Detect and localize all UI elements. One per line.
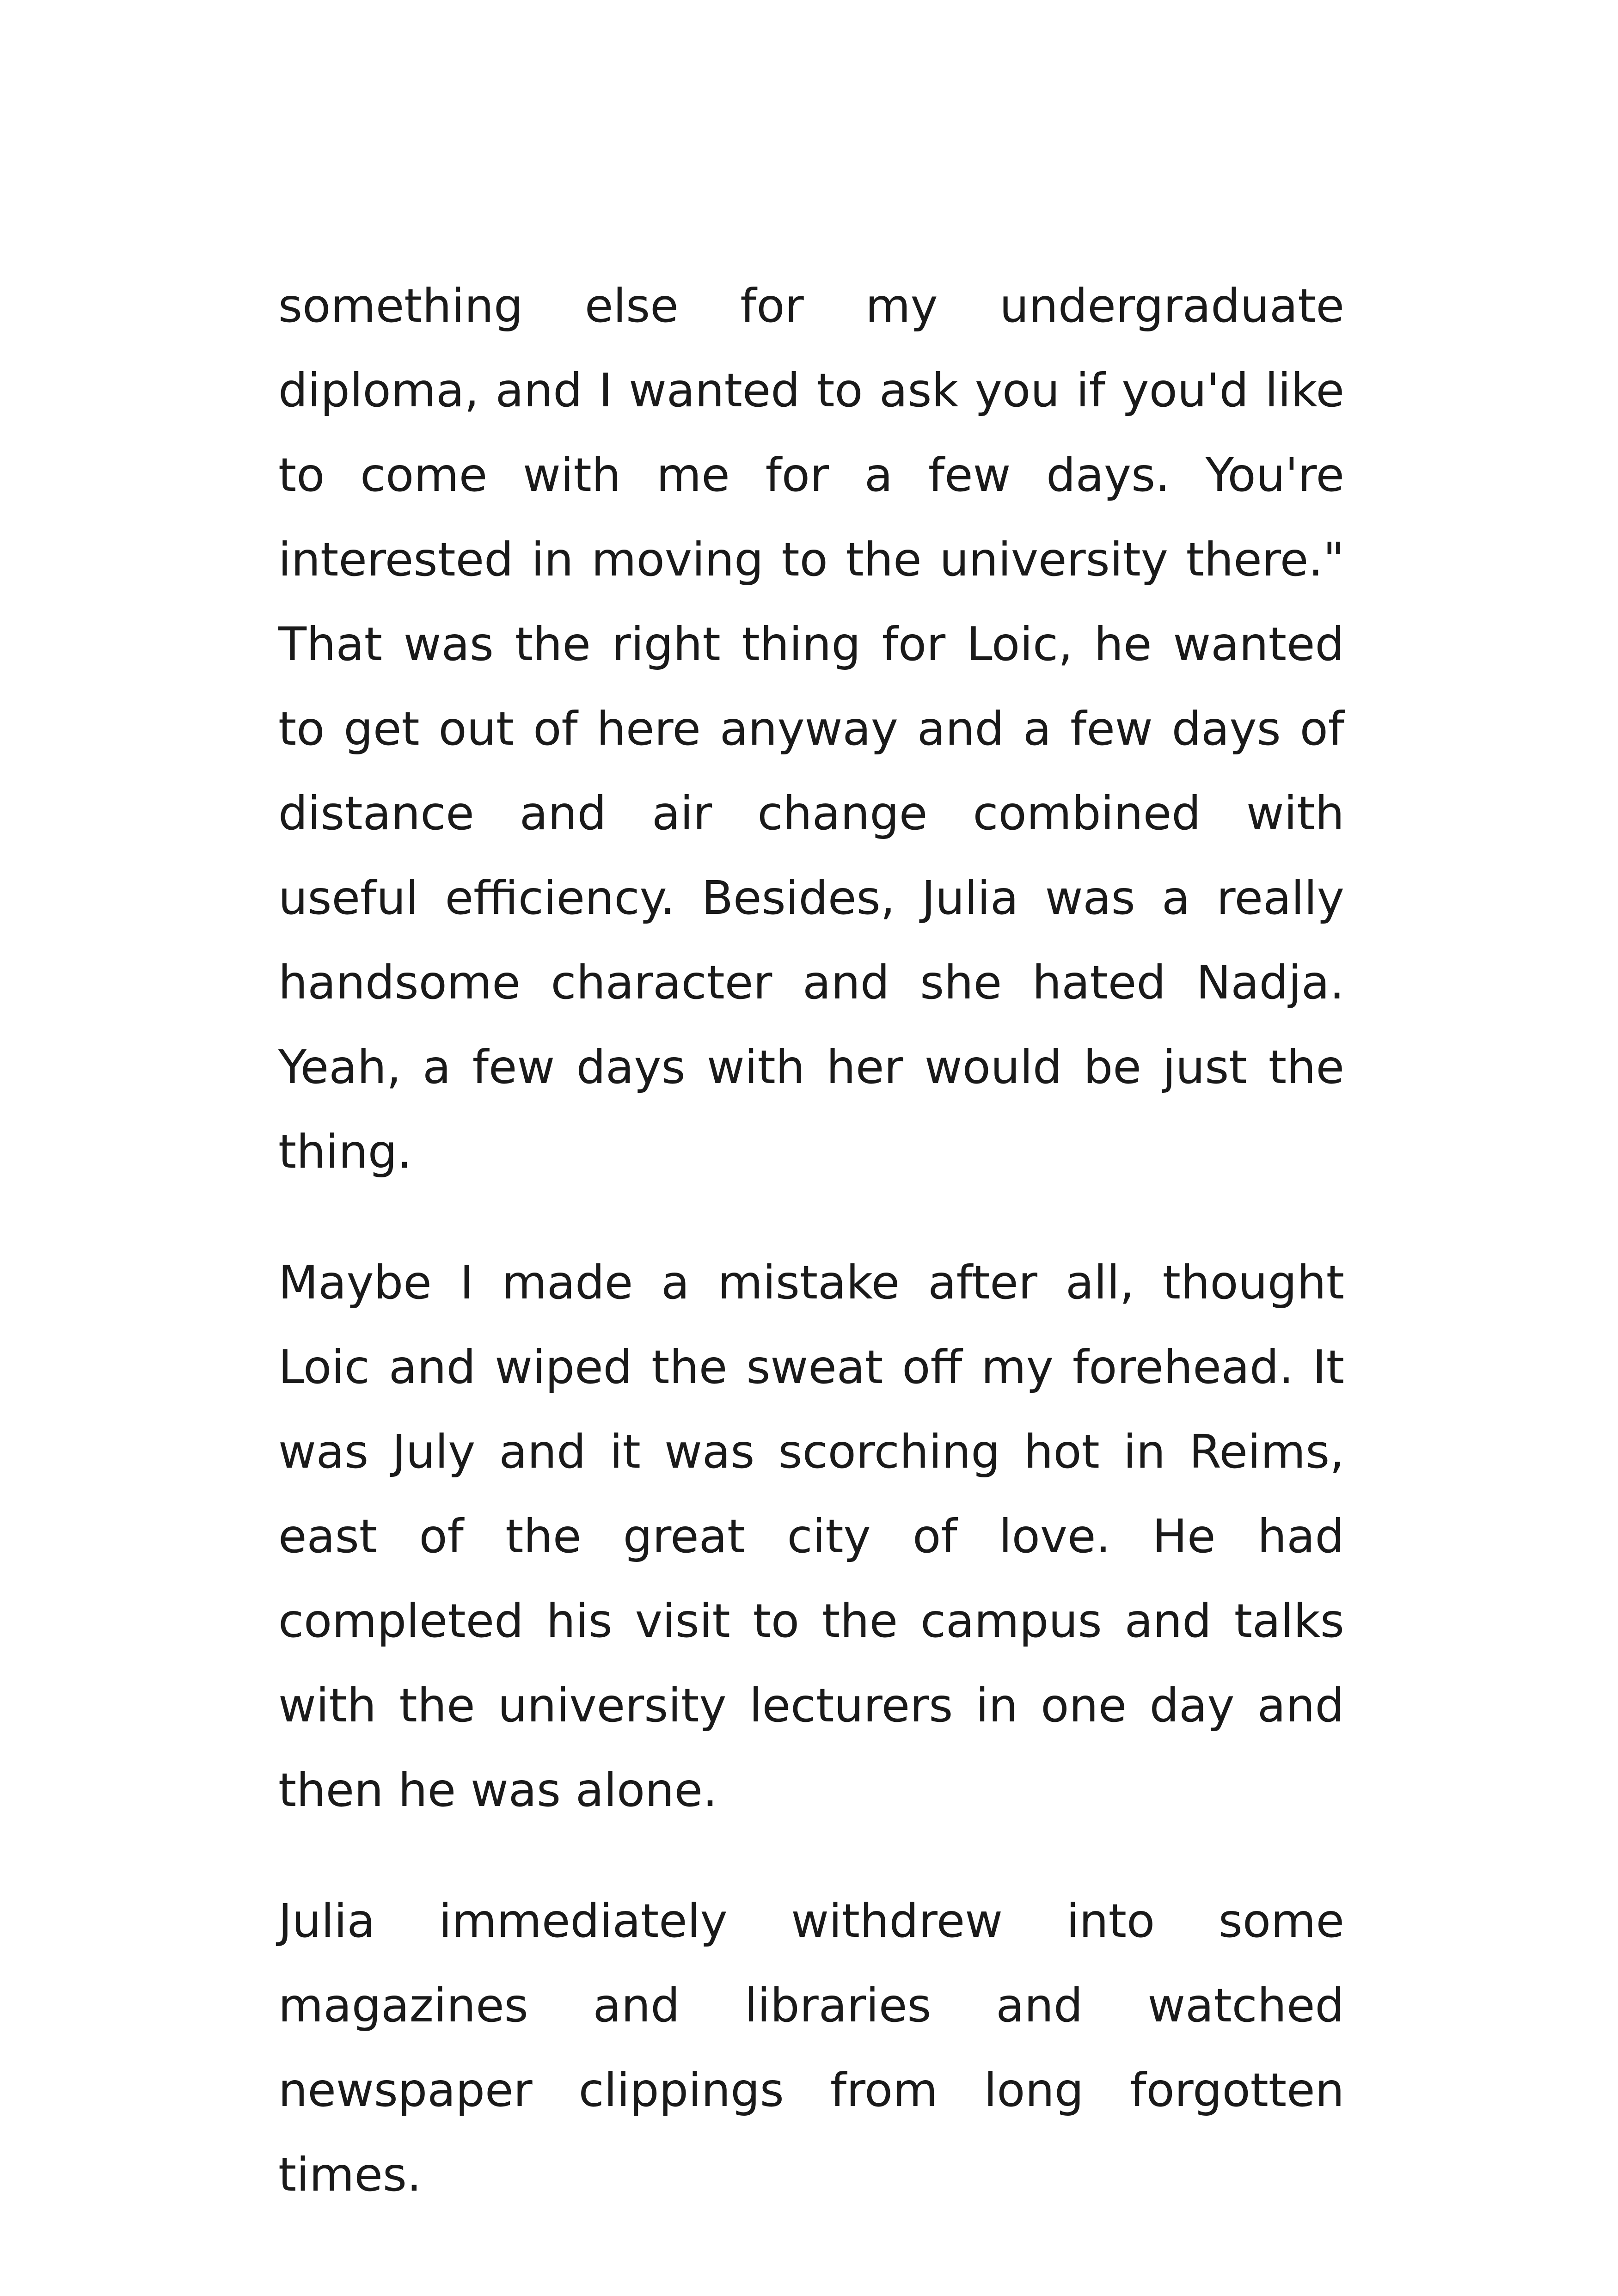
body-text	[278, 263, 1344, 2217]
paragraph-1: something else for my undergraduate diploma, and I wanted to ask you if you'd like to come with me for a few days. You're interested in moving to the university there." That was the right thing for Loic, he wanted to get out of here anyway and a few days of distance and air change combined with useful efficiency. Besides, Julia was a really handsome character and she hated Nadja. Yeah, a few days with her would be just the thing.	[278, 279, 1344, 1179]
paragraph-2: Maybe I made a mistake after all, thought Loic and wiped the sweat off my forehead. It was July and it was scorching hot in Reims, east of the great city of love. He had completed his visit to the campus and talks with the university lecturers in one day and then he was alone.	[278, 1255, 1344, 1817]
paragraph-3: Julia immediately withdrew into some magazines and libraries and watched newspaper clippings from long forgotten times.	[278, 1894, 1344, 2202]
